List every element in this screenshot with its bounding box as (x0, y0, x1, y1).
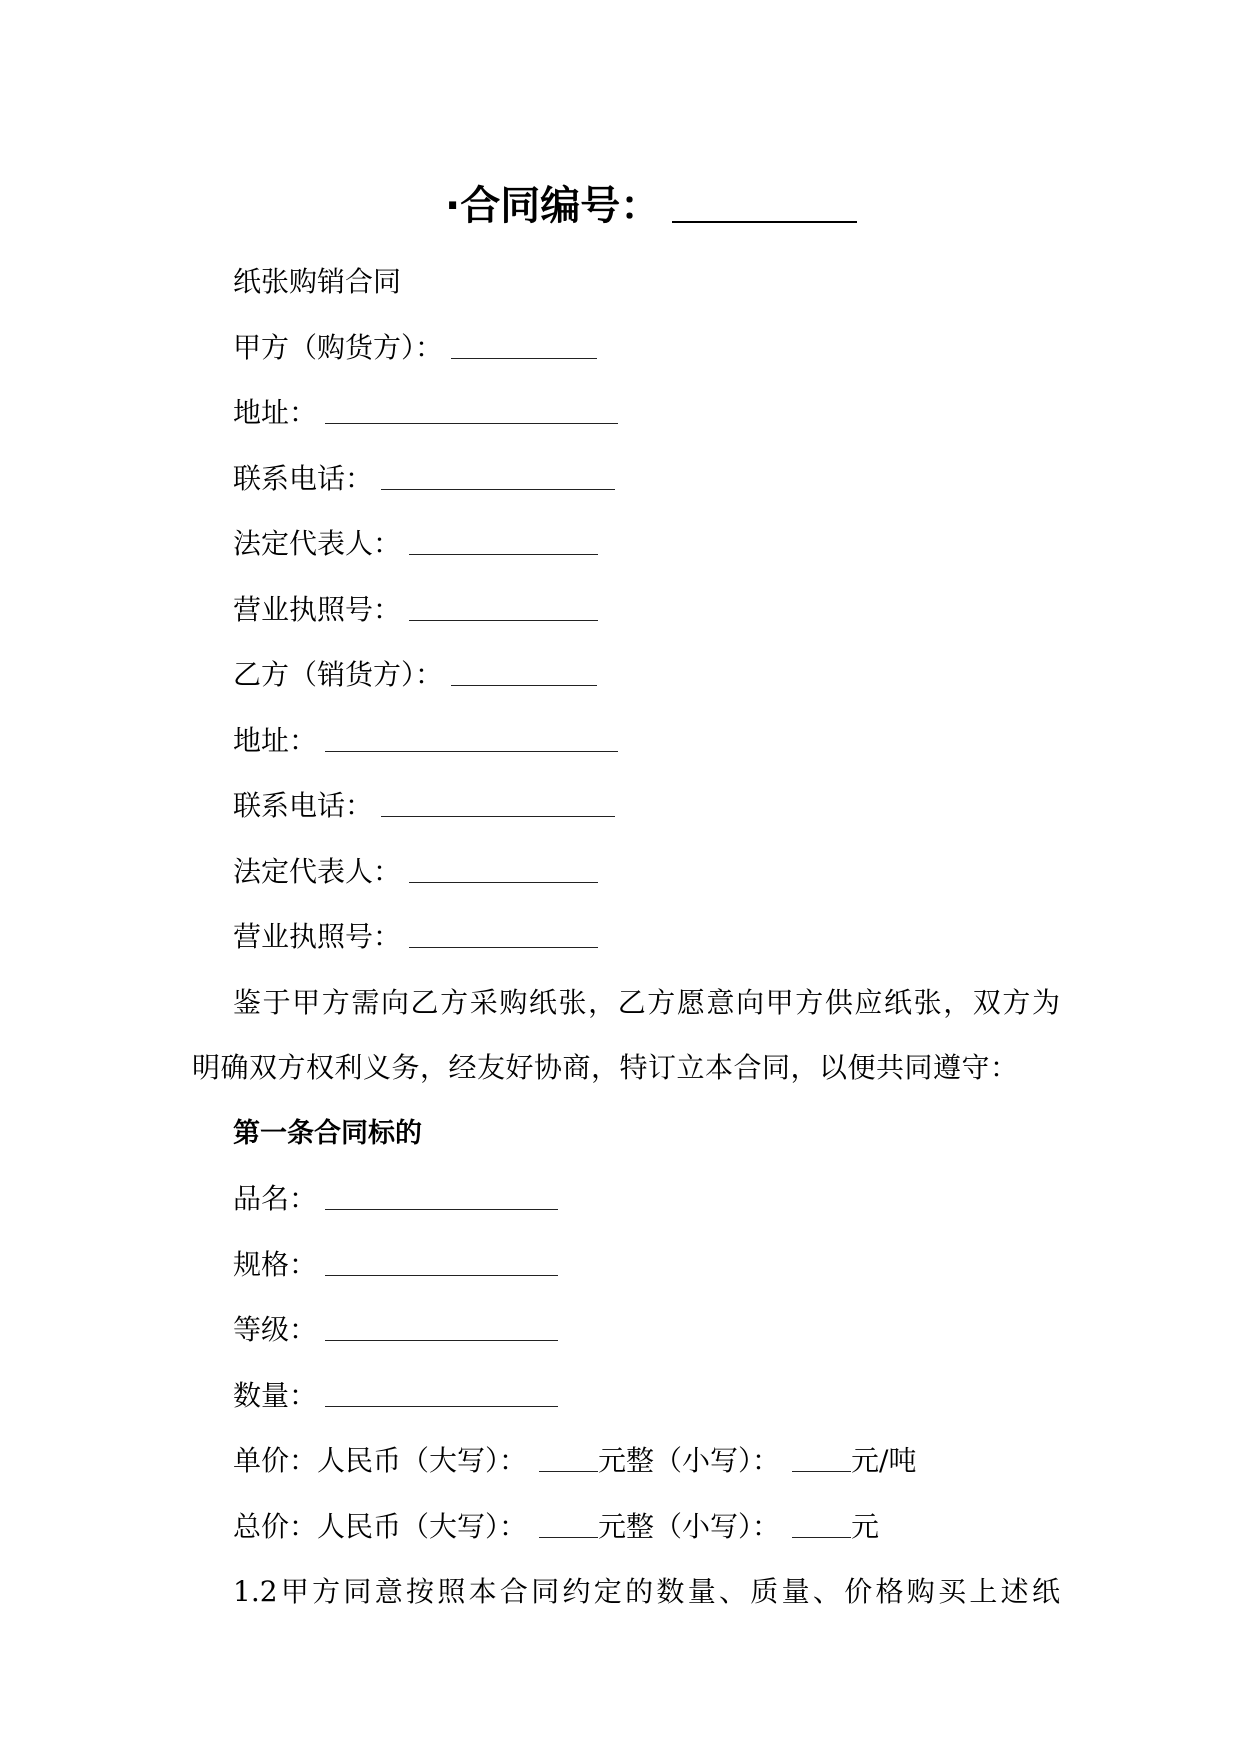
preamble-line-1 (0, 970, 1240, 1036)
contract-number-blank (672, 220, 857, 223)
preamble-line-2: 明确双方权利义务，经友好协商，特订立本合同，以便共同遵守： (192, 1051, 1019, 1084)
contract-body (0, 249, 1240, 1625)
party-b-rep-line (0, 839, 1240, 905)
party-b-line (0, 642, 1240, 708)
grade-blank (325, 1339, 558, 1341)
clause-1-2-text: 1.2甲方同意按照本合同约定的数量、质量、价格购买上述纸 (233, 1575, 1060, 1608)
party-a-rep-line (0, 511, 1240, 577)
party-b-license-blank (409, 946, 598, 948)
total-price-prefix: 总价：人民币（大写）： (233, 1509, 528, 1543)
party-a-license-blank (409, 619, 598, 621)
party-b-phone-line (0, 773, 1240, 839)
total-price-suffix: 元 (851, 1509, 880, 1543)
party-a-address-line (0, 380, 1240, 446)
party-a-address-label: 地址： (233, 396, 318, 429)
party-a-address-blank (325, 422, 618, 424)
party-b-address-line (0, 708, 1240, 774)
party-a-license-line (0, 577, 1240, 643)
party-b-phone-blank (381, 815, 615, 817)
title-text: ·合同编号： (445, 183, 661, 229)
product-name-line (0, 1166, 1240, 1232)
party-b-phone-label: 联系电话： (233, 789, 374, 822)
preamble-text-1: 鉴于甲方需向乙方采购纸张，乙方愿意向甲方供应纸张，双方为 (233, 985, 1060, 1019)
grade-label: 等级： (233, 1313, 318, 1346)
party-b-license-label: 营业执照号： (233, 920, 402, 953)
party-a-phone-blank (381, 488, 615, 490)
party-a-label: 甲方（购货方）： (233, 330, 444, 364)
unit-price-middle: 元整（小写）： (598, 1444, 781, 1477)
party-a-name-blank (451, 357, 597, 359)
party-a-phone-label: 联系电话： (233, 461, 374, 495)
quantity-label: 数量： (233, 1378, 318, 1412)
total-price-middle: 元整（小写）： (598, 1509, 781, 1543)
unit-price-suffix: 元/吨 (851, 1444, 917, 1477)
contract-heading: 纸张购销合同 (233, 265, 402, 298)
unit-price-prefix: 单价：人民币（大写）： (233, 1444, 528, 1477)
product-name-blank (325, 1208, 558, 1210)
party-a-rep-label: 法定代表人： (233, 527, 402, 560)
party-b-license-line (0, 904, 1240, 970)
total-price-upper-blank (539, 1536, 598, 1538)
party-a-rep-blank (409, 553, 598, 555)
total-price-lower-blank (792, 1536, 851, 1538)
party-b-address-label: 地址： (233, 723, 318, 757)
quantity-line (0, 1363, 1240, 1429)
party-b-rep-blank (409, 881, 598, 883)
party-b-rep-label: 法定代表人： (233, 854, 402, 888)
total-price-line (0, 1494, 1240, 1560)
party-b-address-blank (325, 750, 618, 752)
unit-price-upper-blank (539, 1470, 598, 1472)
product-name-label: 品名： (233, 1182, 318, 1215)
unit-price-lower-blank (792, 1470, 851, 1472)
unit-price-line (0, 1428, 1240, 1494)
party-a-license-label: 营业执照号： (233, 592, 402, 626)
contract-number-title (445, 178, 859, 234)
spec-blank (325, 1274, 558, 1276)
party-b-name-blank (451, 684, 597, 686)
article-1-heading: 第一条合同标的 (233, 1117, 422, 1149)
party-a-line (0, 315, 1240, 381)
party-a-phone-line (0, 446, 1240, 512)
grade-line (0, 1297, 1240, 1363)
clause-1-2-line (0, 1559, 1240, 1625)
quantity-blank (325, 1405, 558, 1407)
spec-line (0, 1232, 1240, 1298)
party-b-label: 乙方（销货方）： (233, 658, 444, 691)
spec-label: 规格： (233, 1247, 318, 1281)
